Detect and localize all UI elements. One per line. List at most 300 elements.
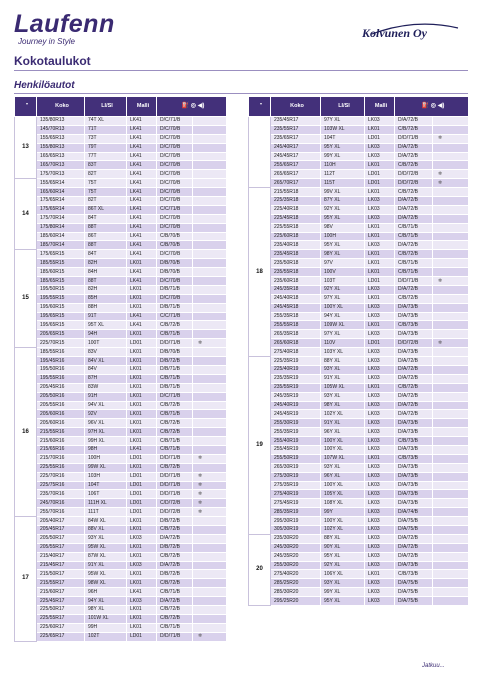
size-cell: 225/35R19 xyxy=(271,357,321,366)
size-cell: 215/50R17 xyxy=(37,570,85,579)
table-row xyxy=(15,339,227,348)
eu-label-cell: C/B/72/B xyxy=(157,428,193,437)
load-speed-cell: 82T xyxy=(85,170,127,179)
size-cell: 245/40R17 xyxy=(271,143,321,152)
eu-label-cell: C/B/70/B xyxy=(157,241,193,250)
size-cell: 295/30R19 xyxy=(271,517,321,526)
table-row xyxy=(15,250,227,259)
table-row xyxy=(249,205,469,214)
snowflake-mark-cell xyxy=(193,543,227,552)
size-cell: 165/60R14 xyxy=(37,188,85,197)
eu-label-cell: D/A/72/B xyxy=(395,357,433,366)
snowflake-mark-cell xyxy=(433,357,469,366)
table-row xyxy=(249,241,469,250)
table-row xyxy=(15,401,227,410)
load-speed-cell: 75T xyxy=(85,179,127,188)
eu-label-cell: C/C/71/B xyxy=(157,312,193,321)
size-cell: 285/30R20 xyxy=(271,588,321,597)
snowflake-mark-cell xyxy=(193,125,227,134)
model-cell: LK03 xyxy=(365,374,395,383)
eu-label-cell: D/C/70/B xyxy=(157,170,193,179)
model-cell: LD01 xyxy=(365,277,395,286)
model-cell: LK03 xyxy=(365,490,395,499)
size-cell: 215/65R16 xyxy=(37,445,85,454)
eu-label-cell: D/B/71/B xyxy=(157,383,193,392)
table-row xyxy=(15,463,227,472)
model-cell: LK03 xyxy=(365,588,395,597)
table-row xyxy=(15,534,227,543)
eu-label-cell: D/A/72/B xyxy=(395,117,433,126)
snowflake-mark-cell xyxy=(193,241,227,250)
eu-label-cell: C/B/71/B xyxy=(157,588,193,597)
model-cell: LK01 xyxy=(127,623,157,632)
eu-label-cell: C/B/73/B xyxy=(395,321,433,330)
size-cell: 275/40R20 xyxy=(271,570,321,579)
eu-label-cell: D/B/72/B xyxy=(157,517,193,526)
model-cell: LK01 xyxy=(365,454,395,463)
table-row xyxy=(249,508,469,517)
size-cell: 185/55R15 xyxy=(37,259,85,268)
table-row xyxy=(249,197,469,206)
snowflake-mark-cell xyxy=(193,365,227,374)
load-speed-cell: 100Y XL xyxy=(321,303,365,312)
snowflake-mark-cell xyxy=(433,365,469,374)
load-speed-cell: 105Y XL xyxy=(321,490,365,499)
load-speed-cell: 97Y XL xyxy=(321,294,365,303)
model-cell: LK01 xyxy=(127,357,157,366)
table-row xyxy=(249,552,469,561)
size-cell: 205/55R16 xyxy=(37,401,85,410)
snowflake-mark-cell xyxy=(193,197,227,206)
table-row xyxy=(15,188,227,197)
size-cell: 145/70R13 xyxy=(37,125,85,134)
rim-size-cell: 19 xyxy=(249,357,271,535)
eu-label-cell: C/B/72/B xyxy=(157,552,193,561)
size-cell: 185/55R16 xyxy=(37,348,85,357)
eu-label-cell: D/A/73/B xyxy=(395,312,433,321)
table-row xyxy=(249,170,469,179)
size-cell: 215/60R16 xyxy=(37,437,85,446)
table-row xyxy=(15,419,227,428)
table-row xyxy=(249,232,469,241)
size-cell: 225/55R17 xyxy=(37,614,85,623)
eu-label-cell: D/C/70/B xyxy=(157,223,193,232)
eu-label-cell: D/B/72/B xyxy=(157,543,193,552)
snowflake-mark-cell xyxy=(193,534,227,543)
model-cell: LK01 xyxy=(365,321,395,330)
table-row xyxy=(15,410,227,419)
model-cell: LK03 xyxy=(365,401,395,410)
load-speed-cell: 109W XL xyxy=(321,321,365,330)
table-row xyxy=(249,463,469,472)
table-row xyxy=(15,632,227,641)
model-cell: LK01 xyxy=(127,570,157,579)
load-speed-cell: 100Y XL xyxy=(321,517,365,526)
table-row xyxy=(15,294,227,303)
model-cell: LK41 xyxy=(127,188,157,197)
table-row xyxy=(249,570,469,579)
eu-label-cell: D/A/72/B xyxy=(395,205,433,214)
model-cell: LK41 xyxy=(127,161,157,170)
load-speed-cell: 95Y XL xyxy=(321,552,365,561)
load-speed-cell: 95Y XL xyxy=(321,214,365,223)
eu-label-cell: D/B/71/B xyxy=(157,303,193,312)
snowflake-mark-cell xyxy=(193,170,227,179)
size-cell: 245/45R19 xyxy=(271,410,321,419)
snowflake-mark-cell xyxy=(193,525,227,534)
snowflake-mark-cell xyxy=(433,534,469,543)
load-speed-cell: 94V XL xyxy=(85,401,127,410)
table-row xyxy=(249,134,469,143)
table-row xyxy=(249,259,469,268)
model-cell: LK03 xyxy=(365,597,395,606)
size-cell: 255/45R19 xyxy=(271,445,321,454)
eu-label-cell: D/A/72/B xyxy=(395,410,433,419)
eu-label-cell: D/C/70/B xyxy=(157,197,193,206)
model-cell: LK01 xyxy=(127,419,157,428)
snowflake-mark-cell xyxy=(433,205,469,214)
snowflake-icon: ❄ xyxy=(198,499,203,506)
snowflake-mark-cell xyxy=(193,223,227,232)
table-row xyxy=(249,525,469,534)
model-cell: LK03 xyxy=(365,428,395,437)
table-row xyxy=(15,508,227,517)
model-cell: LK01 xyxy=(365,232,395,241)
snowflake-mark-cell xyxy=(433,454,469,463)
size-cell: 245/70R16 xyxy=(37,499,85,508)
rim-size-cell: 16 xyxy=(15,348,37,517)
eu-label-cell: D/C/71/B xyxy=(157,392,193,401)
snowflake-mark-cell xyxy=(193,401,227,410)
eu-label-cell: D/D/71/B xyxy=(157,490,193,499)
load-speed-cell: 99H XL xyxy=(85,437,127,446)
snowflake-mark-cell xyxy=(193,517,227,526)
load-speed-cell: 92V xyxy=(85,410,127,419)
snowflake-mark-cell xyxy=(193,605,227,614)
size-cell: 235/55R17 xyxy=(271,125,321,134)
eu-label-cell: D/A/73/B xyxy=(395,419,433,428)
table-row xyxy=(249,125,469,134)
eu-label-cell: C/B/73/B xyxy=(395,570,433,579)
model-cell: LK03 xyxy=(365,517,395,526)
size-cell: 225/40R19 xyxy=(271,365,321,374)
model-cell: LK03 xyxy=(365,392,395,401)
size-cell: 235/35R19 xyxy=(271,374,321,383)
lisi-header: LI/SI xyxy=(321,97,365,117)
load-speed-cell: 79T xyxy=(85,143,127,152)
snowflake-icon: ❄ xyxy=(438,277,443,284)
model-cell: LK41 xyxy=(127,588,157,597)
size-cell: 245/35R20 xyxy=(271,552,321,561)
model-cell: LK01 xyxy=(127,259,157,268)
eu-label-cell: D/C/70/B xyxy=(157,188,193,197)
table-row xyxy=(249,321,469,330)
table-row xyxy=(15,445,227,454)
model-cell: LK01 xyxy=(365,161,395,170)
eu-label-cell: C/B/71/B xyxy=(395,268,433,277)
snowflake-mark-cell xyxy=(433,401,469,410)
load-speed-cell: 100Y XL xyxy=(321,437,365,446)
snowflake-mark-cell xyxy=(193,321,227,330)
snowflake-mark-cell xyxy=(193,623,227,632)
load-speed-cell: 94Y XL xyxy=(321,312,365,321)
model-cell: LD01 xyxy=(127,508,157,517)
eu-label-cell: C/B/71/B xyxy=(157,410,193,419)
size-cell: 255/55R18 xyxy=(271,321,321,330)
snowflake-mark-cell xyxy=(433,188,469,197)
load-speed-cell: 96Y XL xyxy=(321,428,365,437)
load-speed-cell: 91Y XL xyxy=(85,561,127,570)
load-speed-cell: 84V xyxy=(85,365,127,374)
snowflake-mark-cell xyxy=(433,579,469,588)
eu-label-cell: D/A/72/B xyxy=(395,143,433,152)
table-row xyxy=(15,125,227,134)
eu-label-cell: D/A/74/B xyxy=(395,508,433,517)
load-speed-cell: 100H xyxy=(321,232,365,241)
load-speed-cell: 82H xyxy=(85,285,127,294)
table-row xyxy=(249,250,469,259)
eu-label-cell: C/B/72/B xyxy=(395,125,433,134)
load-speed-cell: 102T xyxy=(85,632,127,641)
load-speed-cell: 98Y XL xyxy=(85,605,127,614)
size-cell: 175/70R14 xyxy=(37,214,85,223)
eu-label-cell: D/D/71/B xyxy=(395,134,433,143)
snowflake-mark-cell xyxy=(193,348,227,357)
model-cell: LD01 xyxy=(365,179,395,188)
table-row xyxy=(15,552,227,561)
load-speed-cell: 87W XL xyxy=(85,552,127,561)
table-row xyxy=(249,312,469,321)
model-cell: LK03 xyxy=(365,285,395,294)
model-cell: LK01 xyxy=(127,543,157,552)
eu-label-cell: C/B/72/B xyxy=(157,321,193,330)
model-cell: LK03 xyxy=(365,543,395,552)
table-row xyxy=(15,259,227,268)
model-cell: LK41 xyxy=(127,179,157,188)
model-cell: LK01 xyxy=(127,579,157,588)
model-cell: LK01 xyxy=(127,614,157,623)
eu-label-cell: D/A/75/B xyxy=(395,525,433,534)
page-header xyxy=(0,0,480,48)
model-cell: LK01 xyxy=(127,401,157,410)
model-cell: LK41 xyxy=(127,312,157,321)
model-cell: LD01 xyxy=(127,339,157,348)
eu-label-cell: C/B/71/B xyxy=(395,223,433,232)
model-cell: LK41 xyxy=(127,321,157,330)
size-cell: 255/30R20 xyxy=(271,561,321,570)
snowflake-mark-cell xyxy=(193,392,227,401)
lisi-header: LI/SI xyxy=(85,97,127,117)
table-row xyxy=(15,383,227,392)
eu-label-cell: D/C/70/B xyxy=(157,294,193,303)
snowflake-mark-cell xyxy=(433,437,469,446)
model-cell: LK03 xyxy=(365,410,395,419)
eu-label-cell: D/A/75/B xyxy=(395,588,433,597)
model-cell: LK41 xyxy=(127,277,157,286)
table-row xyxy=(249,303,469,312)
load-speed-cell: 103W XL xyxy=(321,125,365,134)
snowflake-mark-cell xyxy=(193,134,227,143)
snowflake-mark-cell xyxy=(433,561,469,570)
model-cell: LK01 xyxy=(127,605,157,614)
table-row xyxy=(15,357,227,366)
load-speed-cell: 92Y XL xyxy=(321,561,365,570)
snowflake-mark-cell xyxy=(193,552,227,561)
load-speed-cell: 106Y XL xyxy=(321,570,365,579)
model-cell: LD01 xyxy=(127,454,157,463)
load-speed-cell: 88Y XL xyxy=(321,534,365,543)
model-cell: LK01 xyxy=(127,428,157,437)
snowflake-mark-cell xyxy=(433,552,469,561)
table-row xyxy=(15,579,227,588)
model-cell: LK01 xyxy=(127,330,157,339)
snowflake-mark-cell xyxy=(193,161,227,170)
size-cell: 275/30R19 xyxy=(271,472,321,481)
size-cell: 185/70R14 xyxy=(37,241,85,250)
size-cell: 255/65R17 xyxy=(271,161,321,170)
size-cell: 235/55R18 xyxy=(271,268,321,277)
eu-label-cell: C/B/71/B xyxy=(157,330,193,339)
load-speed-cell: 100Y XL xyxy=(321,445,365,454)
load-speed-cell: 87H xyxy=(85,374,127,383)
snowflake-mark-cell xyxy=(433,428,469,437)
model-cell: LK03 xyxy=(365,525,395,534)
size-cell: 235/40R18 xyxy=(271,241,321,250)
snowflake-mark-cell xyxy=(433,179,469,188)
eu-label-cell: D/C/70/B xyxy=(157,134,193,143)
load-speed-cell: 74T XL xyxy=(85,117,127,126)
snowflake-mark-cell xyxy=(193,205,227,214)
load-speed-cell: 88T xyxy=(85,277,127,286)
eu-label-cell: D/D/72/B xyxy=(157,508,193,517)
size-cell: 135/80R13 xyxy=(37,117,85,126)
table-row xyxy=(15,365,227,374)
snowflake-mark-cell xyxy=(193,614,227,623)
snowflake-icon: ❄ xyxy=(438,339,443,346)
eu-label-cell: D/C/70/B xyxy=(157,152,193,161)
eu-label-cell: D/A/73/B xyxy=(395,445,433,454)
size-cell: 235/70R16 xyxy=(37,490,85,499)
snowflake-mark-cell xyxy=(433,170,469,179)
model-cell: LK03 xyxy=(365,445,395,454)
load-speed-cell: 94Y XL xyxy=(85,597,127,606)
size-cell: 195/50R16 xyxy=(37,365,85,374)
size-cell: 235/45R17 xyxy=(271,117,321,126)
table-row xyxy=(15,481,227,490)
load-speed-cell: 86T XL xyxy=(85,205,127,214)
model-cell: LD01 xyxy=(127,490,157,499)
model-cell: LK03 xyxy=(365,143,395,152)
table-row xyxy=(249,294,469,303)
eu-label-cell: D/A/72/B xyxy=(395,401,433,410)
table-row xyxy=(15,197,227,206)
table-row xyxy=(249,348,469,357)
eu-label-cell: D/A/72/B xyxy=(157,597,193,606)
snowflake-mark-cell xyxy=(193,454,227,463)
snowflake-mark-cell xyxy=(193,294,227,303)
model-cell: LK03 xyxy=(127,597,157,606)
size-cell: 265/60R18 xyxy=(271,339,321,348)
table-row xyxy=(15,134,227,143)
model-cell: LK03 xyxy=(365,241,395,250)
table-row xyxy=(15,179,227,188)
eu-label-cell: D/A/73/B xyxy=(395,481,433,490)
load-speed-cell: 94H xyxy=(85,330,127,339)
eu-label-cell: D/A/73/B xyxy=(395,428,433,437)
size-cell: 205/55R17 xyxy=(37,543,85,552)
model-cell: LD01 xyxy=(365,339,395,348)
size-cell: 245/40R19 xyxy=(271,401,321,410)
model-cell: LK01 xyxy=(127,392,157,401)
snowflake-mark-cell xyxy=(193,277,227,286)
load-speed-cell: 91T xyxy=(85,312,127,321)
snowflake-mark-cell xyxy=(433,508,469,517)
table-row xyxy=(249,188,469,197)
eu-label-cell: D/A/73/B xyxy=(395,472,433,481)
load-speed-cell: 88T xyxy=(85,223,127,232)
snowflake-mark-cell xyxy=(433,294,469,303)
eu-label-cell: D/A/73/B xyxy=(395,561,433,570)
model-cell: LK41 xyxy=(127,268,157,277)
snowflake-mark-cell xyxy=(433,392,469,401)
size-cell: 255/35R19 xyxy=(271,428,321,437)
table-row xyxy=(249,588,469,597)
load-speed-cell: 92Y XL xyxy=(321,205,365,214)
size-cell: 285/25R20 xyxy=(271,579,321,588)
size-cell: 275/35R19 xyxy=(271,481,321,490)
load-speed-cell: 106T xyxy=(85,490,127,499)
size-cell: 225/65R17 xyxy=(37,632,85,641)
load-speed-cell: 108Y XL xyxy=(321,499,365,508)
load-speed-cell: 97Y XL xyxy=(321,117,365,126)
size-cell: 245/45R18 xyxy=(271,303,321,312)
eu-label-cell: C/C/71/B xyxy=(157,205,193,214)
title-divider xyxy=(14,70,468,71)
snowflake-mark-cell xyxy=(433,543,469,552)
eu-label-cell: D/B/72/B xyxy=(157,570,193,579)
load-speed-cell: 93Y XL xyxy=(321,365,365,374)
load-speed-cell: 82H xyxy=(85,259,127,268)
load-speed-cell: 84V XL xyxy=(85,357,127,366)
eu-label-cell: C/D/72/B xyxy=(157,499,193,508)
model-cell: LK03 xyxy=(365,499,395,508)
eu-label-cell: D/A/75/B xyxy=(395,517,433,526)
load-speed-cell: 107W XL xyxy=(321,454,365,463)
snowflake-mark-cell xyxy=(433,223,469,232)
load-speed-cell: 77T xyxy=(85,152,127,161)
eu-label-cell: D/D/72/B xyxy=(395,339,433,348)
eu-label-cell: D/A/73/B xyxy=(395,463,433,472)
model-cell: LK03 xyxy=(365,472,395,481)
snowflake-mark-cell xyxy=(193,374,227,383)
load-speed-cell: 112T xyxy=(321,170,365,179)
model-cell: LK01 xyxy=(365,259,395,268)
snowflake-mark-cell xyxy=(193,472,227,481)
logo-tagline: Journey in Style xyxy=(18,37,75,46)
eu-label-cell: D/A/73/B xyxy=(395,303,433,312)
load-speed-cell: 83T xyxy=(85,161,127,170)
table-row xyxy=(15,303,227,312)
eu-label-cell: C/B/72/B xyxy=(157,525,193,534)
table-row xyxy=(15,437,227,446)
snowflake-mark-cell xyxy=(433,268,469,277)
snowflake-mark-cell xyxy=(433,330,469,339)
model-cell: LK01 xyxy=(127,303,157,312)
table-row xyxy=(249,392,469,401)
load-speed-cell: 93Y XL xyxy=(321,392,365,401)
load-speed-cell: 97V xyxy=(321,259,365,268)
table-row xyxy=(15,570,227,579)
